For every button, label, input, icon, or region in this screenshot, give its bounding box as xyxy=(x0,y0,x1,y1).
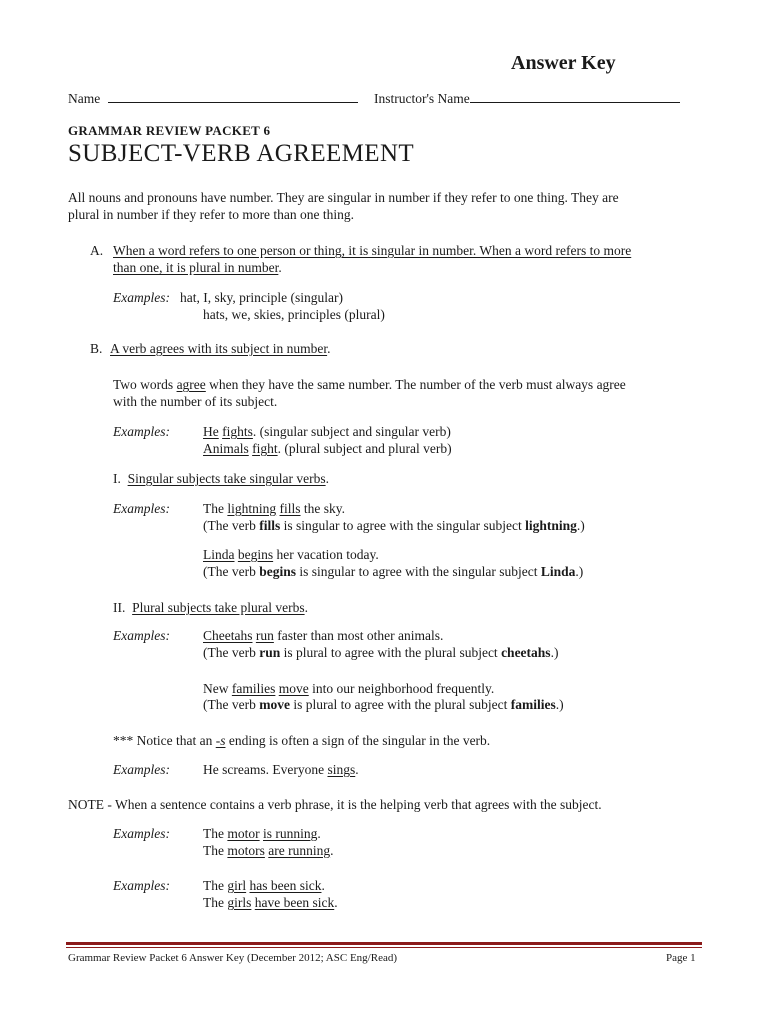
sub-two-example-2 xyxy=(203,680,494,697)
note-verb: fills xyxy=(259,518,281,533)
line-subject: motors xyxy=(227,843,265,858)
line-verb: are running xyxy=(268,843,331,858)
sub-one-rule xyxy=(113,470,329,487)
line-pre: The xyxy=(203,826,228,841)
explain-text-1: Two words xyxy=(113,377,177,392)
example-rest: the sky. xyxy=(300,501,346,516)
note-paragraph: NOTE - When a sentence contains a verb phrase, it is the helping verb that agrees with the subject. xyxy=(68,797,602,812)
note-pre: (The verb xyxy=(203,518,260,533)
sub-two-rule xyxy=(113,599,308,616)
intro-line-2: plural in number if they refer to more than one thing. xyxy=(68,207,355,222)
note-verb: move xyxy=(259,697,290,712)
example-rest: . (plural subject and plural verb) xyxy=(277,441,452,456)
note-end: .) xyxy=(576,518,585,533)
name-label: Name xyxy=(68,91,101,106)
line-end: . xyxy=(334,895,338,910)
sub-one-examples-label: Examples: xyxy=(113,501,170,516)
example-subject: Linda xyxy=(203,547,235,562)
notice-line xyxy=(113,732,490,749)
note-mid: is plural to agree with the plural subject xyxy=(289,697,511,712)
note-end: .) xyxy=(575,564,584,579)
note-end: .) xyxy=(550,645,559,660)
section-b-rule xyxy=(110,340,330,357)
sub-two-examples-label: Examples: xyxy=(113,628,170,643)
note-end: .) xyxy=(555,697,564,712)
sub-two-example-2-note xyxy=(203,696,564,713)
section-a-marker: A. xyxy=(90,243,104,258)
example-verb: fight xyxy=(252,441,278,456)
note-subject: Linda xyxy=(540,564,576,579)
section-a-example-2: hats, we, skies, principles (plural) xyxy=(203,307,385,322)
example-subject: He xyxy=(203,424,219,439)
footer-rule-thick xyxy=(66,942,702,945)
section-b-example-1 xyxy=(203,423,451,440)
line-verb: has been sick xyxy=(249,878,322,893)
section-b-examples-label: Examples: xyxy=(113,424,170,439)
section-a-examples-label: Examples: xyxy=(113,290,170,305)
sub-one-period: . xyxy=(325,471,329,486)
line-end: . xyxy=(321,878,325,893)
example-subject: lightning xyxy=(227,501,277,516)
instructor-blank-line xyxy=(470,90,680,103)
example-rest: . (singular subject and singular verb) xyxy=(252,424,451,439)
sub-two-marker: II. xyxy=(113,600,126,615)
example-rest: into our neighborhood frequently. xyxy=(308,681,495,696)
note-ex1-examples-label: Examples: xyxy=(113,826,170,841)
note-pre: (The verb xyxy=(203,697,260,712)
line-subject: girl xyxy=(227,878,247,893)
line-subject: girls xyxy=(227,895,252,910)
note-ex1-line-2 xyxy=(203,842,334,859)
line-verb: have been sick xyxy=(254,895,335,910)
note-mid: is singular to agree with the singular subject xyxy=(296,564,541,579)
intro-line-1: All nouns and pronouns have number. They are singular in number if they refer to one thing. They are xyxy=(68,190,619,205)
sub-two-example-1 xyxy=(203,627,443,644)
sub-one-rule-text: Singular subjects take singular verbs xyxy=(127,471,326,486)
page-title: SUBJECT-VERB AGREEMENT xyxy=(68,140,415,167)
example-subject: families xyxy=(231,681,276,696)
notice-example-a: He screams xyxy=(203,762,266,777)
answer-key-heading: Answer Key xyxy=(511,52,616,74)
note-ex2-examples-label: Examples: xyxy=(113,878,170,893)
instructor-field-row xyxy=(374,90,680,107)
example-verb: fills xyxy=(279,501,301,516)
example-pre: The xyxy=(203,501,228,516)
note-verb: run xyxy=(259,645,281,660)
section-a-period: . xyxy=(278,260,282,275)
sub-one-example-1-note xyxy=(203,517,585,534)
name-blank-line xyxy=(108,90,358,103)
note-mid: is plural to agree with the plural subject xyxy=(280,645,502,660)
notice-pre: *** Notice that an xyxy=(113,733,216,748)
section-b-explain-line-1 xyxy=(113,376,626,393)
notice-example-mid: . Everyone xyxy=(265,762,328,777)
section-b-explain-line-2: with the number of its subject. xyxy=(113,394,278,409)
example-subject: Cheetahs xyxy=(203,628,253,643)
sub-two-period: . xyxy=(304,600,308,615)
notice-example-b: sings xyxy=(327,762,356,777)
note-verb: begins xyxy=(259,564,296,579)
note-ex2-line-1 xyxy=(203,877,325,894)
note-subject: families xyxy=(510,697,556,712)
sub-two-rule-text: Plural subjects take plural verbs xyxy=(132,600,305,615)
instructor-label: Instructor's Name xyxy=(374,91,470,106)
name-field-row xyxy=(68,90,358,107)
sub-one-example-2 xyxy=(203,546,379,563)
example-verb: begins xyxy=(237,547,274,562)
example-verb: run xyxy=(255,628,274,643)
notice-examples-label: Examples: xyxy=(113,762,170,777)
note-pre: (The verb xyxy=(203,645,260,660)
explain-agree-word: agree xyxy=(176,377,206,392)
sub-one-marker: I. xyxy=(113,471,121,486)
section-a-rule-line-1: When a word refers to one person or thing, it is singular in number. When a word refers to more xyxy=(113,243,632,258)
section-b-rule-text: A verb agrees with its subject in number xyxy=(110,341,328,356)
note-subject: lightning xyxy=(525,518,577,533)
note-mid: is singular to agree with the singular subject xyxy=(280,518,526,533)
notice-s-ending: -s xyxy=(215,733,226,748)
sub-one-example-1 xyxy=(203,500,345,517)
footer-document-info: Grammar Review Packet 6 Answer Key (December 2012; ASC Eng/Read) xyxy=(68,952,397,964)
section-a-rule-line-2-text: than one, it is plural in number xyxy=(113,260,279,275)
example-pre: New xyxy=(203,681,232,696)
note-ex2-line-2 xyxy=(203,894,338,911)
section-a-rule-line-2 xyxy=(113,259,282,276)
line-end: . xyxy=(317,826,321,841)
packet-label: GRAMMAR REVIEW PACKET 6 xyxy=(68,123,271,138)
line-subject: motor xyxy=(227,826,260,841)
sub-one-example-2-note xyxy=(203,563,583,580)
note-pre: (The verb xyxy=(203,564,260,579)
section-b-period: . xyxy=(327,341,331,356)
section-b-example-2 xyxy=(203,440,452,457)
section-b-marker: B. xyxy=(90,341,103,356)
example-verb: move xyxy=(278,681,309,696)
line-pre: The xyxy=(203,843,228,858)
example-rest: her vacation today. xyxy=(273,547,379,562)
footer-rule-thin xyxy=(66,947,702,948)
line-end: . xyxy=(330,843,334,858)
explain-text-2: when they have the same number. The number of the verb must always agree xyxy=(205,377,626,392)
example-subject: Animals xyxy=(203,441,249,456)
notice-example xyxy=(203,761,359,778)
notice-example-end: . xyxy=(355,762,359,777)
line-pre: The xyxy=(203,878,228,893)
note-ex1-line-1 xyxy=(203,825,321,842)
line-verb: is running xyxy=(263,826,318,841)
sub-two-example-1-note xyxy=(203,644,558,661)
line-pre: The xyxy=(203,895,228,910)
section-a-example-1: hat, I, sky, principle (singular) xyxy=(180,290,343,305)
notice-post: ending is often a sign of the singular in the verb. xyxy=(225,733,491,748)
note-subject: cheetahs xyxy=(501,645,551,660)
example-rest: faster than most other animals. xyxy=(273,628,444,643)
example-verb: fights xyxy=(222,424,253,439)
footer-page-number: Page 1 xyxy=(666,952,696,964)
